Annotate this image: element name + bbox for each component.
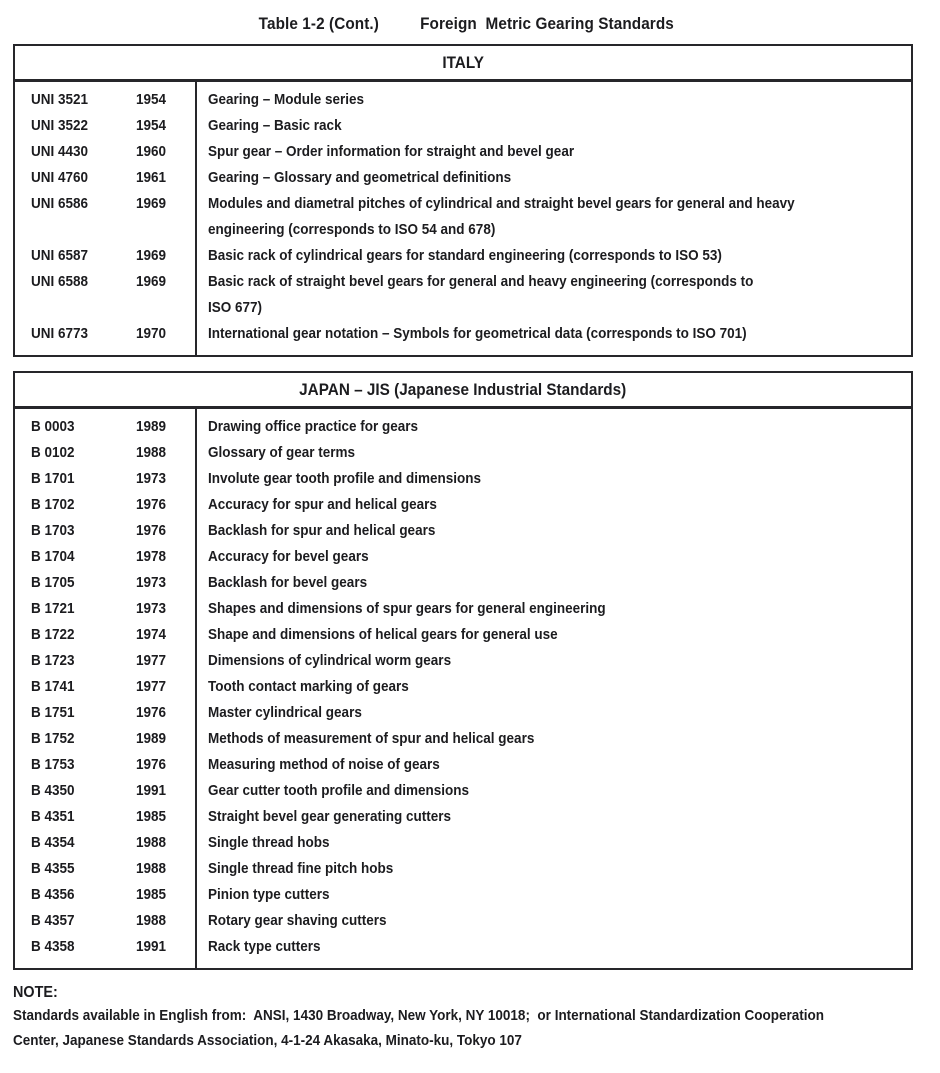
description-line: Accuracy for bevel gears bbox=[208, 548, 369, 565]
standard-description bbox=[195, 648, 911, 674]
description-line: ISO 677) bbox=[208, 299, 263, 316]
table-row bbox=[15, 243, 911, 269]
standards-table bbox=[13, 44, 913, 357]
description-line: Glossary of gear terms bbox=[208, 444, 356, 461]
standard-year: 1954 bbox=[136, 117, 167, 134]
description-line: Gearing – Module series bbox=[208, 91, 365, 108]
table-row bbox=[15, 87, 911, 113]
standard-code: B 4358 bbox=[31, 938, 75, 955]
standard-year: 1977 bbox=[136, 678, 167, 695]
table-row bbox=[15, 648, 911, 674]
table-title: Foreign Metric Gearing Standards bbox=[419, 14, 674, 33]
standard-code: UNI 4760 bbox=[31, 169, 89, 186]
table-row bbox=[15, 752, 911, 778]
table-row bbox=[15, 414, 911, 440]
standard-code: B 0003 bbox=[31, 418, 75, 435]
table-row bbox=[15, 165, 911, 191]
standard-description bbox=[195, 700, 911, 726]
standard-year: 1973 bbox=[136, 470, 167, 487]
table-row bbox=[15, 269, 911, 321]
description-line: Accuracy for spur and helical gears bbox=[208, 496, 437, 513]
description-line: International gear notation – Symbols for geometrical data (corresponds to ISO 701) bbox=[208, 325, 747, 342]
standard-code: B 4356 bbox=[31, 886, 75, 903]
standard-code: B 1722 bbox=[31, 626, 75, 643]
table-row bbox=[15, 113, 911, 139]
standard-code: B 1741 bbox=[31, 678, 75, 695]
table-row bbox=[15, 492, 911, 518]
description-line: Methods of measurement of spur and helical gears bbox=[208, 730, 535, 747]
table-row bbox=[15, 934, 911, 960]
standard-description bbox=[195, 752, 911, 778]
standard-year: 1970 bbox=[136, 325, 167, 342]
standard-code: UNI 6587 bbox=[31, 247, 89, 264]
note-line: Center, Japanese Standards Association, 4-1-24 Akasaka, Minato-ku, Tokyo 107 bbox=[13, 1032, 522, 1049]
standard-year: 1988 bbox=[136, 912, 167, 929]
standard-year: 1969 bbox=[136, 247, 167, 264]
description-line: Single thread hobs bbox=[208, 834, 330, 851]
table-row bbox=[15, 726, 911, 752]
table-row bbox=[15, 804, 911, 830]
standard-code: B 4357 bbox=[31, 912, 75, 929]
table-section-header: ITALY bbox=[15, 46, 911, 82]
standard-description bbox=[195, 243, 911, 269]
standard-code: B 4351 bbox=[31, 808, 75, 825]
standard-description bbox=[195, 492, 911, 518]
standard-year: 1988 bbox=[136, 834, 167, 851]
description-line: Basic rack of cylindrical gears for standard engineering (corresponds to ISO 53) bbox=[208, 247, 722, 264]
standard-description bbox=[195, 440, 911, 466]
standard-code: B 1752 bbox=[31, 730, 75, 747]
table-row bbox=[15, 139, 911, 165]
standard-year: 1988 bbox=[136, 444, 167, 461]
description-line: Backlash for bevel gears bbox=[208, 574, 368, 591]
description-line: Shapes and dimensions of spur gears for general engineering bbox=[208, 600, 606, 617]
standard-description bbox=[195, 139, 911, 165]
standard-description bbox=[195, 804, 911, 830]
standard-year: 1961 bbox=[136, 169, 167, 186]
page-title bbox=[0, 13, 940, 35]
standard-code: B 1704 bbox=[31, 548, 75, 565]
table-row bbox=[15, 700, 911, 726]
table-row bbox=[15, 466, 911, 492]
standard-year: 1991 bbox=[136, 938, 167, 955]
description-line: Straight bevel gear generating cutters bbox=[208, 808, 452, 825]
standard-code: B 4354 bbox=[31, 834, 75, 851]
standard-code: B 1705 bbox=[31, 574, 75, 591]
note-text bbox=[13, 1003, 927, 1053]
table-rows bbox=[15, 82, 911, 355]
description-line: Tooth contact marking of gears bbox=[208, 678, 409, 695]
standard-year: 1978 bbox=[136, 548, 167, 565]
standard-description bbox=[195, 466, 911, 492]
description-line: engineering (corresponds to ISO 54 and 678) bbox=[208, 221, 496, 238]
description-line: Backlash for spur and helical gears bbox=[208, 522, 436, 539]
description-line: Gearing – Basic rack bbox=[208, 117, 342, 134]
standard-description bbox=[195, 544, 911, 570]
standard-code: B 1703 bbox=[31, 522, 75, 539]
standard-description bbox=[195, 778, 911, 804]
description-line: Rotary gear shaving cutters bbox=[208, 912, 387, 929]
description-line: Master cylindrical gears bbox=[208, 704, 362, 721]
standard-description bbox=[195, 570, 911, 596]
description-line: Shape and dimensions of helical gears for general use bbox=[208, 626, 558, 643]
description-line: Measuring method of noise of gears bbox=[208, 756, 440, 773]
standard-code: B 1753 bbox=[31, 756, 75, 773]
standard-year: 1976 bbox=[136, 704, 167, 721]
standard-year: 1976 bbox=[136, 756, 167, 773]
standard-code: UNI 3521 bbox=[31, 91, 89, 108]
standard-year: 1985 bbox=[136, 808, 167, 825]
standard-year: 1989 bbox=[136, 730, 167, 747]
standard-code: UNI 6588 bbox=[31, 273, 89, 290]
standard-description bbox=[195, 830, 911, 856]
standard-code: B 1701 bbox=[31, 470, 75, 487]
standard-description bbox=[195, 191, 911, 243]
standard-description bbox=[195, 321, 911, 347]
standard-description bbox=[195, 622, 911, 648]
table-number: Table 1-2 (Cont.) bbox=[258, 14, 380, 33]
table-row bbox=[15, 440, 911, 466]
standard-code: UNI 6586 bbox=[31, 195, 89, 212]
standard-code: B 1721 bbox=[31, 600, 75, 617]
standard-year: 1969 bbox=[136, 195, 167, 212]
note-label: NOTE: bbox=[13, 984, 58, 1001]
table-row bbox=[15, 596, 911, 622]
standard-code: UNI 3522 bbox=[31, 117, 89, 134]
standard-description bbox=[195, 269, 911, 321]
table-row bbox=[15, 622, 911, 648]
table-row bbox=[15, 518, 911, 544]
standard-year: 1976 bbox=[136, 496, 167, 513]
description-line: Gearing – Glossary and geometrical definitions bbox=[208, 169, 512, 186]
table-row bbox=[15, 570, 911, 596]
standard-year: 1985 bbox=[136, 886, 167, 903]
description-line: Rack type cutters bbox=[208, 938, 321, 955]
table-row bbox=[15, 674, 911, 700]
note-line: Standards available in English from: ANSI, 1430 Broadway, New York, NY 10018; or International Standardization Cooperation bbox=[13, 1007, 824, 1024]
table-row bbox=[15, 191, 911, 243]
standard-description bbox=[195, 87, 911, 113]
standard-code: B 1751 bbox=[31, 704, 75, 721]
standard-year: 1960 bbox=[136, 143, 167, 160]
standard-code: B 4350 bbox=[31, 782, 75, 799]
standard-code: B 1723 bbox=[31, 652, 75, 669]
standards-table bbox=[13, 371, 913, 970]
table-section-header: JAPAN – JIS (Japanese Industrial Standards) bbox=[15, 373, 911, 409]
standard-code: B 1702 bbox=[31, 496, 75, 513]
description-line: Basic rack of straight bevel gears for general and heavy engineering (corresponds to bbox=[208, 273, 754, 290]
table-rows bbox=[15, 409, 911, 968]
standard-year: 1954 bbox=[136, 91, 167, 108]
table-row bbox=[15, 321, 911, 347]
table-row bbox=[15, 778, 911, 804]
standard-code: B 0102 bbox=[31, 444, 75, 461]
standard-year: 1973 bbox=[136, 600, 167, 617]
standards-tables bbox=[0, 44, 940, 970]
standard-description bbox=[195, 113, 911, 139]
description-line: Drawing office practice for gears bbox=[208, 418, 419, 435]
table-row bbox=[15, 882, 911, 908]
table-row bbox=[15, 830, 911, 856]
standard-year: 1977 bbox=[136, 652, 167, 669]
standard-description bbox=[195, 856, 911, 882]
standard-code: UNI 4430 bbox=[31, 143, 89, 160]
description-line: Spur gear – Order information for straight and bevel gear bbox=[208, 143, 575, 160]
standard-year: 1989 bbox=[136, 418, 167, 435]
note-section bbox=[13, 982, 927, 1053]
standard-year: 1974 bbox=[136, 626, 167, 643]
standard-code: B 4355 bbox=[31, 860, 75, 877]
standard-year: 1973 bbox=[136, 574, 167, 591]
standard-code: UNI 6773 bbox=[31, 325, 89, 342]
standard-description bbox=[195, 596, 911, 622]
description-line: Involute gear tooth profile and dimensions bbox=[208, 470, 482, 487]
standard-year: 1991 bbox=[136, 782, 167, 799]
description-line: Modules and diametral pitches of cylindrical and straight bevel gears for general and heavy bbox=[208, 195, 795, 212]
description-line: Pinion type cutters bbox=[208, 886, 330, 903]
table-row bbox=[15, 908, 911, 934]
standard-description bbox=[195, 518, 911, 544]
standard-year: 1988 bbox=[136, 860, 167, 877]
description-line: Gear cutter tooth profile and dimensions bbox=[208, 782, 470, 799]
standard-description bbox=[195, 674, 911, 700]
description-line: Dimensions of cylindrical worm gears bbox=[208, 652, 452, 669]
table-row bbox=[15, 544, 911, 570]
table-row bbox=[15, 856, 911, 882]
standard-description bbox=[195, 882, 911, 908]
description-line: Single thread fine pitch hobs bbox=[208, 860, 394, 877]
standard-year: 1976 bbox=[136, 522, 167, 539]
standard-description bbox=[195, 414, 911, 440]
standard-year: 1969 bbox=[136, 273, 167, 290]
standard-description bbox=[195, 934, 911, 960]
standard-description bbox=[195, 165, 911, 191]
standard-description bbox=[195, 726, 911, 752]
standard-description bbox=[195, 908, 911, 934]
